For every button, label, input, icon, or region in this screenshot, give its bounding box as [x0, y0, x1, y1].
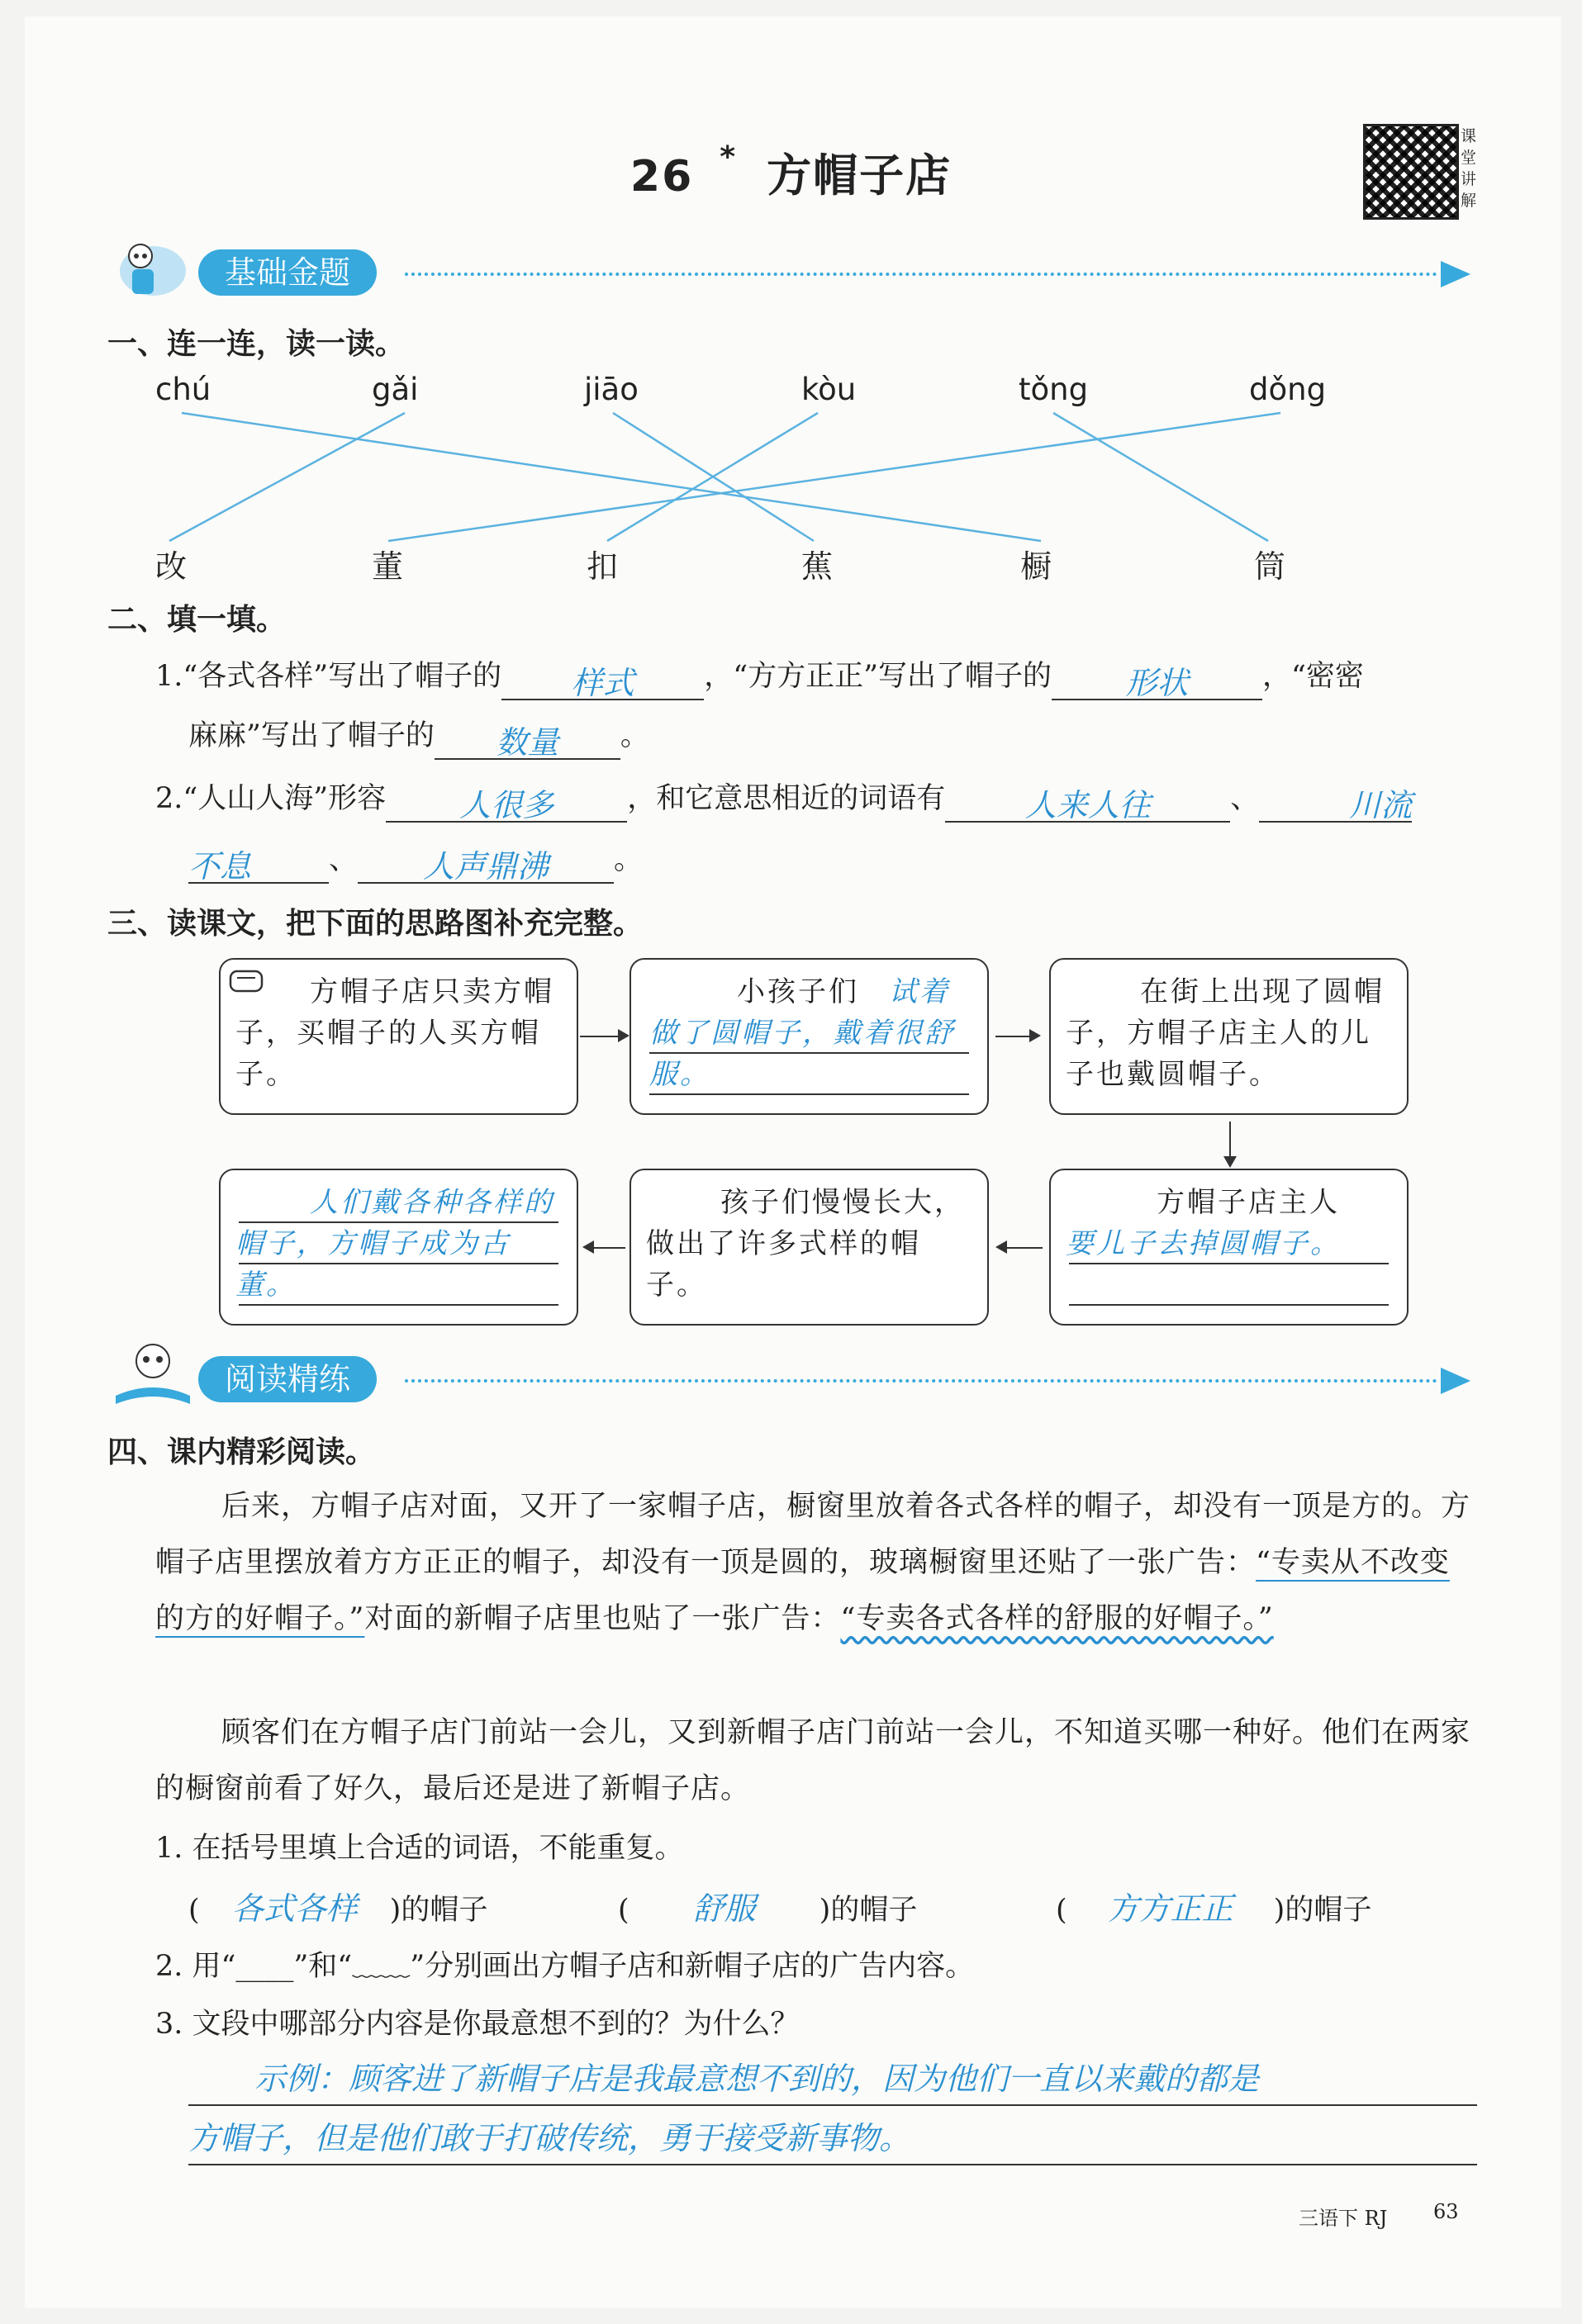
q1-heading: 一、连一连，读一读。: [107, 327, 406, 361]
q2-item1: 1.“各式各样”写出了帽子的 样式 ，“方方正正”写出了帽子的 形状 ，“密密: [155, 660, 1364, 701]
flow-arrow-4-5: [1001, 1247, 1043, 1249]
q4-answer-line2[interactable]: 方帽子，但是他们敢于打破传统，勇于接受新事物。: [188, 2114, 1477, 2165]
q4-sub2: 2. 用“____”和“﹏﹏”分别画出方帽子店和新帽子店的广告内容。: [155, 1950, 975, 1983]
q2-answer-meaning[interactable]: 人很多: [386, 781, 627, 823]
char-3: 扣: [587, 548, 619, 585]
char-5: 橱: [1020, 548, 1052, 585]
q4-sub3: 3. 文段中哪部分内容是你最意想不到的？为什么？: [155, 2008, 800, 2041]
flow-arrowhead-1-2: [618, 1029, 629, 1042]
pinyin-5: tǒng: [1019, 372, 1089, 407]
q4-fill-2[interactable]: 舒服: [692, 1890, 756, 1927]
flow-box-3: 在街上出现了圆帽子，方帽子店主人的儿子也戴圆帽子。: [1049, 958, 1409, 1115]
panda-reading-mascot-icon: [107, 1338, 198, 1407]
flow-box-4-answer[interactable]: 要儿子去掉圆帽子。: [1066, 1227, 1341, 1260]
reading-paragraph-1: 后来，方帽子店对面，又开了一家帽子店，橱窗里放着各式各样的帽子，却没有一顶是方的。方帽子店里摆放着方方正正的帽子，却没有一顶是圆的，玻璃橱窗里还贴了一张广告：“专卖从不改变的方的好帽子。”对面的新帽子店里也贴了一张广告：“专卖各式各样的舒服的好帽子。”: [155, 1490, 1471, 1635]
flow-arrowhead-5-6: [582, 1240, 594, 1254]
char-1: 改: [155, 548, 188, 585]
q4-fill-1[interactable]: 各式各样: [231, 1890, 358, 1927]
reading-paragraph-2: 顾客们在方帽子店门前站一会儿，又到新帽子店门前站一会儿，不知道买哪一种好。他们在两家的橱窗前看了好久，最后还是进了新帽子店。: [155, 1716, 1471, 1805]
page-number: 63: [1433, 2200, 1459, 2223]
q2-answer-synonym1[interactable]: 人来人往: [945, 781, 1230, 823]
char-6: 筒: [1254, 548, 1286, 585]
char-2: 董: [372, 548, 404, 585]
section-banner-reading: [107, 1356, 1495, 1406]
q3-heading: 三、读课文，把下面的思路图补充完整。: [107, 907, 644, 941]
flow-arrowhead-4-5: [995, 1240, 1007, 1254]
q2-item1-cont: 麻麻”写出了帽子的 数量 。: [188, 719, 649, 761]
flow-box-2-answer[interactable]: 试着做了圆帽子，戴着很舒服。: [649, 975, 955, 1091]
char-4: 蕉: [801, 548, 834, 585]
lesson-mark: *: [720, 140, 738, 174]
pinyin-6: dǒng: [1249, 372, 1327, 407]
q2-answer-quantity[interactable]: 数量: [435, 719, 620, 760]
q4-fill-row: ( 各式各样 )的帽子 ( 舒服 )的帽子 ( 方方正正 )的帽子: [188, 1883, 1477, 1928]
flow-box-2: 小孩子们 试着做了圆帽子，戴着很舒服。: [629, 958, 989, 1115]
q4-heading: 四、课内精彩阅读。: [107, 1435, 376, 1469]
ad-new-hat-store: “专卖各式各样的舒服的好帽子。”: [840, 1602, 1274, 1635]
pinyin-3: jiāo: [584, 372, 639, 407]
flow-arrowhead-2-3: [1029, 1029, 1041, 1042]
flow-arrowhead-3-4: [1223, 1156, 1237, 1168]
flow-box-4: 方帽子店主人 要儿子去掉圆帽子。: [1049, 1169, 1409, 1326]
q4-answer-line1[interactable]: 示例：顾客进了新帽子店是我最意想不到的，因为他们一直以来戴的都是: [188, 2055, 1477, 2106]
flow-box-5: 孩子们慢慢长大，做出了许多式样的帽子。: [629, 1169, 989, 1326]
pinyin-1: chú: [155, 372, 211, 407]
match-line-chu: [182, 413, 1041, 541]
pinyin-2: gǎi: [372, 372, 419, 407]
q2-answer-synonym3[interactable]: 人声鼎沸: [358, 842, 614, 884]
banner-dotted-line: [405, 1379, 1437, 1383]
q2-heading: 二、填一填。: [107, 603, 287, 637]
q2-item2: 2.“人山人海”形容 人很多 ，和它意思相近的词语有 人来人往 、 川流: [155, 782, 1413, 823]
flow-box-6: [219, 1169, 578, 1326]
lesson-number: 26: [629, 152, 694, 202]
q2-answer-style[interactable]: 样式: [501, 659, 704, 700]
q2-item2-cont: 不息 、 人声鼎沸 。: [188, 843, 644, 885]
scroll-icon: [226, 965, 268, 998]
lesson-title: 方帽子店: [767, 149, 953, 202]
qr-label: 课 堂 讲 解: [1461, 127, 1477, 210]
flow-box-1: 方帽子店只卖方帽子，买帽子的人买方帽子。: [219, 958, 578, 1115]
q4-sub1: 1. 在括号里填上合适的词语，不能重复。: [155, 1832, 684, 1865]
banner-arrow-icon: [1441, 1368, 1470, 1394]
match-line-dong: [388, 413, 1280, 541]
ad-square-hat-store: “专卖从不改变的方的好帽子。”: [155, 1546, 1450, 1635]
q2-answer-shape[interactable]: 形状: [1052, 659, 1262, 700]
flow-box-6-answer[interactable]: 人们戴各种各样的帽子，方帽子成为古董。: [235, 1186, 554, 1302]
section-label-basic: 基础金题: [198, 249, 377, 296]
q2-answer-synonym2a[interactable]: 川流: [1259, 781, 1412, 823]
match-line-tong: [1053, 413, 1268, 541]
q2-answer-synonym2b[interactable]: 不息: [188, 842, 329, 884]
match-line-kou: [607, 413, 818, 541]
q4-fill-3[interactable]: 方方正正: [1107, 1890, 1233, 1927]
matching-lines: [0, 0, 1582, 595]
section-label-reading: 阅读精练: [198, 1356, 377, 1402]
match-line-gai: [169, 413, 405, 541]
footer-book: 三语下 RJ: [1299, 2207, 1388, 2230]
pinyin-4: kòu: [801, 372, 857, 407]
